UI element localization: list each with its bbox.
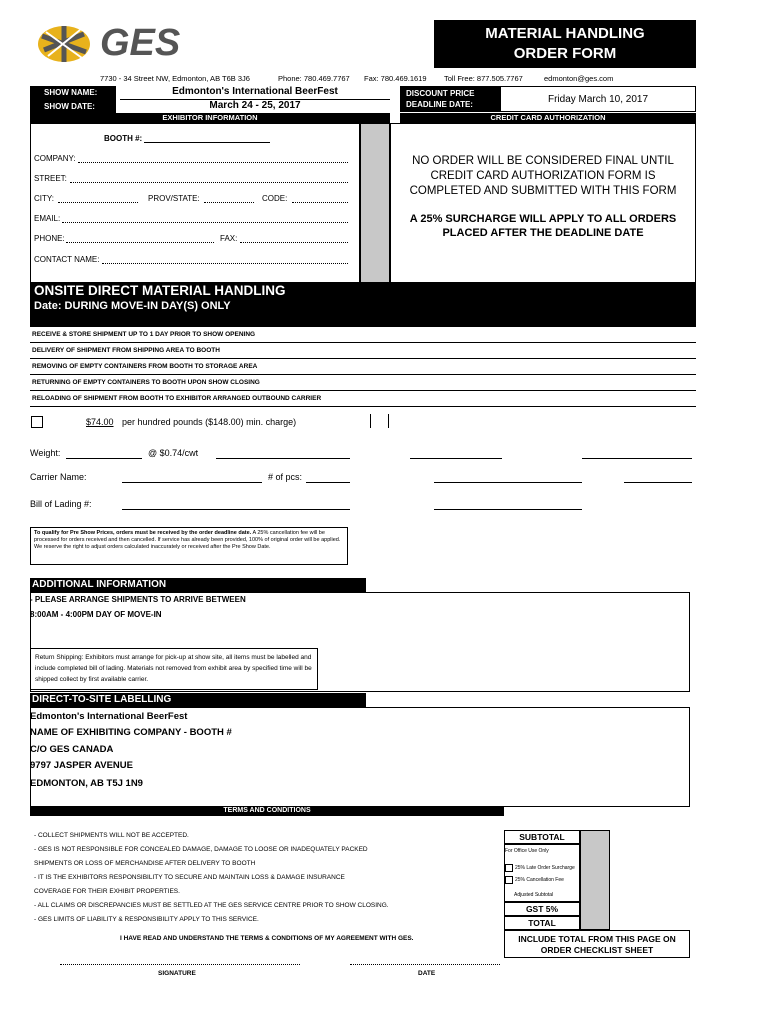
gst-box: GST 5% xyxy=(504,902,580,916)
onsite-items xyxy=(30,327,696,407)
cancel-checkbox[interactable] xyxy=(505,876,513,884)
logo-text: GES xyxy=(100,22,181,64)
label-line: 9797 JASPER AVENUE xyxy=(30,760,133,771)
terms-item: COVERAGE FOR THEIR EXHIBIT PROPERTIES. xyxy=(34,888,180,895)
labelling-header: DIRECT-TO-SITE LABELLING xyxy=(30,693,366,707)
list-item: DELIVERY OF SHIPMENT FROM SHIPPING AREA TO BOOTH xyxy=(30,343,696,359)
amount-line-3 xyxy=(434,482,582,483)
credit-card-header: CREDIT CARD AUTHORIZATION xyxy=(400,113,696,123)
totals-gray xyxy=(580,830,610,930)
credit-notice: NO ORDER WILL BE CONSIDERED FINAL UNTIL CREDIT CARD AUTHORIZATION FORM IS COMPLETED AND SUBMITTED WITH THIS FORM xyxy=(409,155,677,197)
total-box: TOTAL xyxy=(504,916,580,930)
discount-label: DISCOUNT PRICE DEADLINE DATE: xyxy=(400,86,500,112)
amount-line-2 xyxy=(582,458,692,459)
terms-item: SHIPMENTS OR LOSS OF MERCHANDISE AFTER DELIVERY TO BOOTH xyxy=(34,860,256,867)
terms-item: - IT IS THE EXHIBITORS RESPONSIBILITY TO SECURE AND MAINTAIN LOSS & DAMAGE INSURANCE xyxy=(34,874,345,881)
onsite-checkbox[interactable] xyxy=(31,416,43,428)
additional-line-2: 8:00AM - 4:00PM DAY OF MOVE-IN xyxy=(30,610,162,619)
onsite-header xyxy=(30,283,696,327)
booth-field[interactable]: BOOTH #: xyxy=(104,134,274,143)
show-date-label: SHOW DATE: xyxy=(30,100,116,114)
date-line[interactable] xyxy=(350,964,500,965)
contact-field[interactable]: CONTACT NAME: xyxy=(34,255,348,266)
amount-line-4 xyxy=(624,482,692,483)
terms-item: - COLLECT SHIPMENTS WILL NOT BE ACCEPTED. xyxy=(34,832,189,839)
include-total-note: INCLUDE TOTAL FROM THIS PAGE ON ORDER CHECKLIST SHEET xyxy=(504,930,690,958)
agree-text: I HAVE READ AND UNDERSTAND THE TERMS & CONDITIONS OF MY AGREEMENT WITH GES. xyxy=(120,935,414,942)
label-line: NAME OF EXHIBITING COMPANY - BOOTH # xyxy=(30,727,232,738)
show-name-value: Edmonton's International BeerFest xyxy=(120,86,390,100)
tollfree-text: Toll Free: 877.505.7767 xyxy=(444,74,523,83)
fax-text: Fax: 780.469.1619 xyxy=(364,74,427,83)
contact-bar xyxy=(100,74,700,86)
carrier-line xyxy=(122,482,262,483)
email-text: edmonton@ges.com xyxy=(544,74,614,83)
carrier-field[interactable]: Carrier Name: xyxy=(30,472,87,482)
surcharge-notice: A 25% SURCHARGE WILL APPLY TO ALL ORDERS PLACED AFTER THE DEADLINE DATE xyxy=(409,213,677,239)
terms-item: - ALL CLAIMS OR DISCREPANCIES MUST BE SETTLED AT THE GES SERVICE CENTRE PRIOR TO SHOW CLOSING. xyxy=(34,902,389,909)
additional-line-1: - PLEASE ARRANGE SHIPMENTS TO ARRIVE BETWEEN xyxy=(30,595,246,604)
rate-text: @ $0.74/cwt xyxy=(148,448,199,458)
fax-field[interactable]: FAX: xyxy=(220,234,348,245)
onsite-title: ONSITE DIRECT MATERIAL HANDLING xyxy=(34,283,286,298)
show-date-value: March 24 - 25, 2017 xyxy=(120,100,390,114)
onsite-subtitle: Date: DURING MOVE-IN DAY(S) ONLY xyxy=(34,300,231,312)
price-line xyxy=(86,417,296,427)
credit-card-box xyxy=(390,123,696,283)
bol-line xyxy=(122,509,350,510)
exhibitor-info-header: EXHIBITOR INFORMATION xyxy=(30,113,390,123)
label-line: C/O GES CANADA xyxy=(30,744,114,755)
gray-divider xyxy=(360,123,390,283)
office-use-label: For Office Use Only xyxy=(505,848,549,854)
weight-field[interactable]: Weight: xyxy=(30,448,61,458)
qualify-note: To qualify for Pre Show Prices, orders must be received by the order deadline date. A 25% cancellation fee will be processed for orders received and then cancelled. If service has already been provided, 100% of original order will be applied. We reserve the right to adjust orders calculated inaccurately or received after the Pre Show Date. xyxy=(30,527,348,565)
code-field[interactable]: CODE: xyxy=(262,194,348,205)
amount-line-5 xyxy=(434,509,582,510)
terms-list xyxy=(34,832,500,930)
company-field[interactable]: COMPANY: xyxy=(34,154,348,165)
terms-item: - GES LIMITS OF LIABILITY & RESPONSIBILITY APPLY TO THIS SERVICE. xyxy=(34,916,259,923)
price-mark-1 xyxy=(370,414,371,428)
amount-line-1 xyxy=(410,458,502,459)
additional-header: ADDITIONAL INFORMATION xyxy=(30,578,366,592)
phone-text: Phone: 780.469.7767 xyxy=(278,74,350,83)
list-item: REMOVING OF EMPTY CONTAINERS FROM BOOTH TO STORAGE AREA xyxy=(30,359,696,375)
rate-line xyxy=(216,458,350,459)
signature-line[interactable] xyxy=(60,964,300,965)
pcs-line xyxy=(306,482,350,483)
city-field[interactable]: CITY: xyxy=(34,194,140,205)
form-title: MATERIAL HANDLING ORDER FORM xyxy=(434,20,696,68)
date-label: DATE xyxy=(418,970,436,977)
labelling-box xyxy=(30,707,690,807)
return-shipping-note: Return Shipping: Exhibitors must arrange for pick-up at show site, all items must be labelled and include completed bill of lading. Materials not removed from exhibit area by specified time will be shipped collect by first available carrier. xyxy=(30,648,318,690)
discount-value: Friday March 10, 2017 xyxy=(500,86,696,112)
price-mark-2 xyxy=(388,414,389,428)
late-label: 25% Late Order Surcharge xyxy=(515,865,575,871)
price-desc: per hundred pounds ($148.00) min. charge) xyxy=(122,417,297,427)
subtotal-box: SUBTOTAL xyxy=(504,830,580,844)
weight-line xyxy=(66,458,142,459)
prov-field[interactable]: PROV/STATE: xyxy=(148,194,258,205)
show-name-label: SHOW NAME: xyxy=(30,86,116,100)
late-checkbox[interactable] xyxy=(505,864,513,872)
street-field[interactable]: STREET: xyxy=(34,174,348,185)
email-field[interactable]: EMAIL: xyxy=(34,214,348,225)
terms-item: - GES IS NOT RESPONSIBLE FOR CONCEALED DAMAGE, DAMAGE TO LOOSE OR INADEQUATELY PACKED xyxy=(34,846,368,853)
adjusted-label: Adjusted Subtotal xyxy=(514,892,554,898)
ges-logo xyxy=(36,22,206,66)
cancel-label: 25% Cancellation Fee xyxy=(515,877,564,883)
list-item: RELOADING OF SHIPMENT FROM BOOTH TO EXHIBITOR ARRANGED OUTBOUND CARRIER xyxy=(30,391,696,407)
list-item: RECEIVE & STORE SHIPMENT UP TO 1 DAY PRIOR TO SHOW OPENING xyxy=(30,327,696,343)
bol-field[interactable]: Bill of Lading #: xyxy=(30,499,92,509)
terms-header: TERMS AND CONDITIONS xyxy=(30,806,504,816)
label-line: Edmonton's International BeerFest xyxy=(30,711,188,722)
label-line: EDMONTON, AB T5J 1N9 xyxy=(30,778,143,789)
price-amount: $74.00 xyxy=(86,417,114,427)
address-text: 7730 - 34 Street NW, Edmonton, AB T6B 3J6 xyxy=(100,74,250,83)
phone-field[interactable]: PHONE: xyxy=(34,234,214,245)
pcs-field[interactable]: # of pcs: xyxy=(268,472,303,482)
list-item: RETURNING OF EMPTY CONTAINERS TO BOOTH UPON SHOW CLOSING xyxy=(30,375,696,391)
signature-label: SIGNATURE xyxy=(158,970,196,977)
